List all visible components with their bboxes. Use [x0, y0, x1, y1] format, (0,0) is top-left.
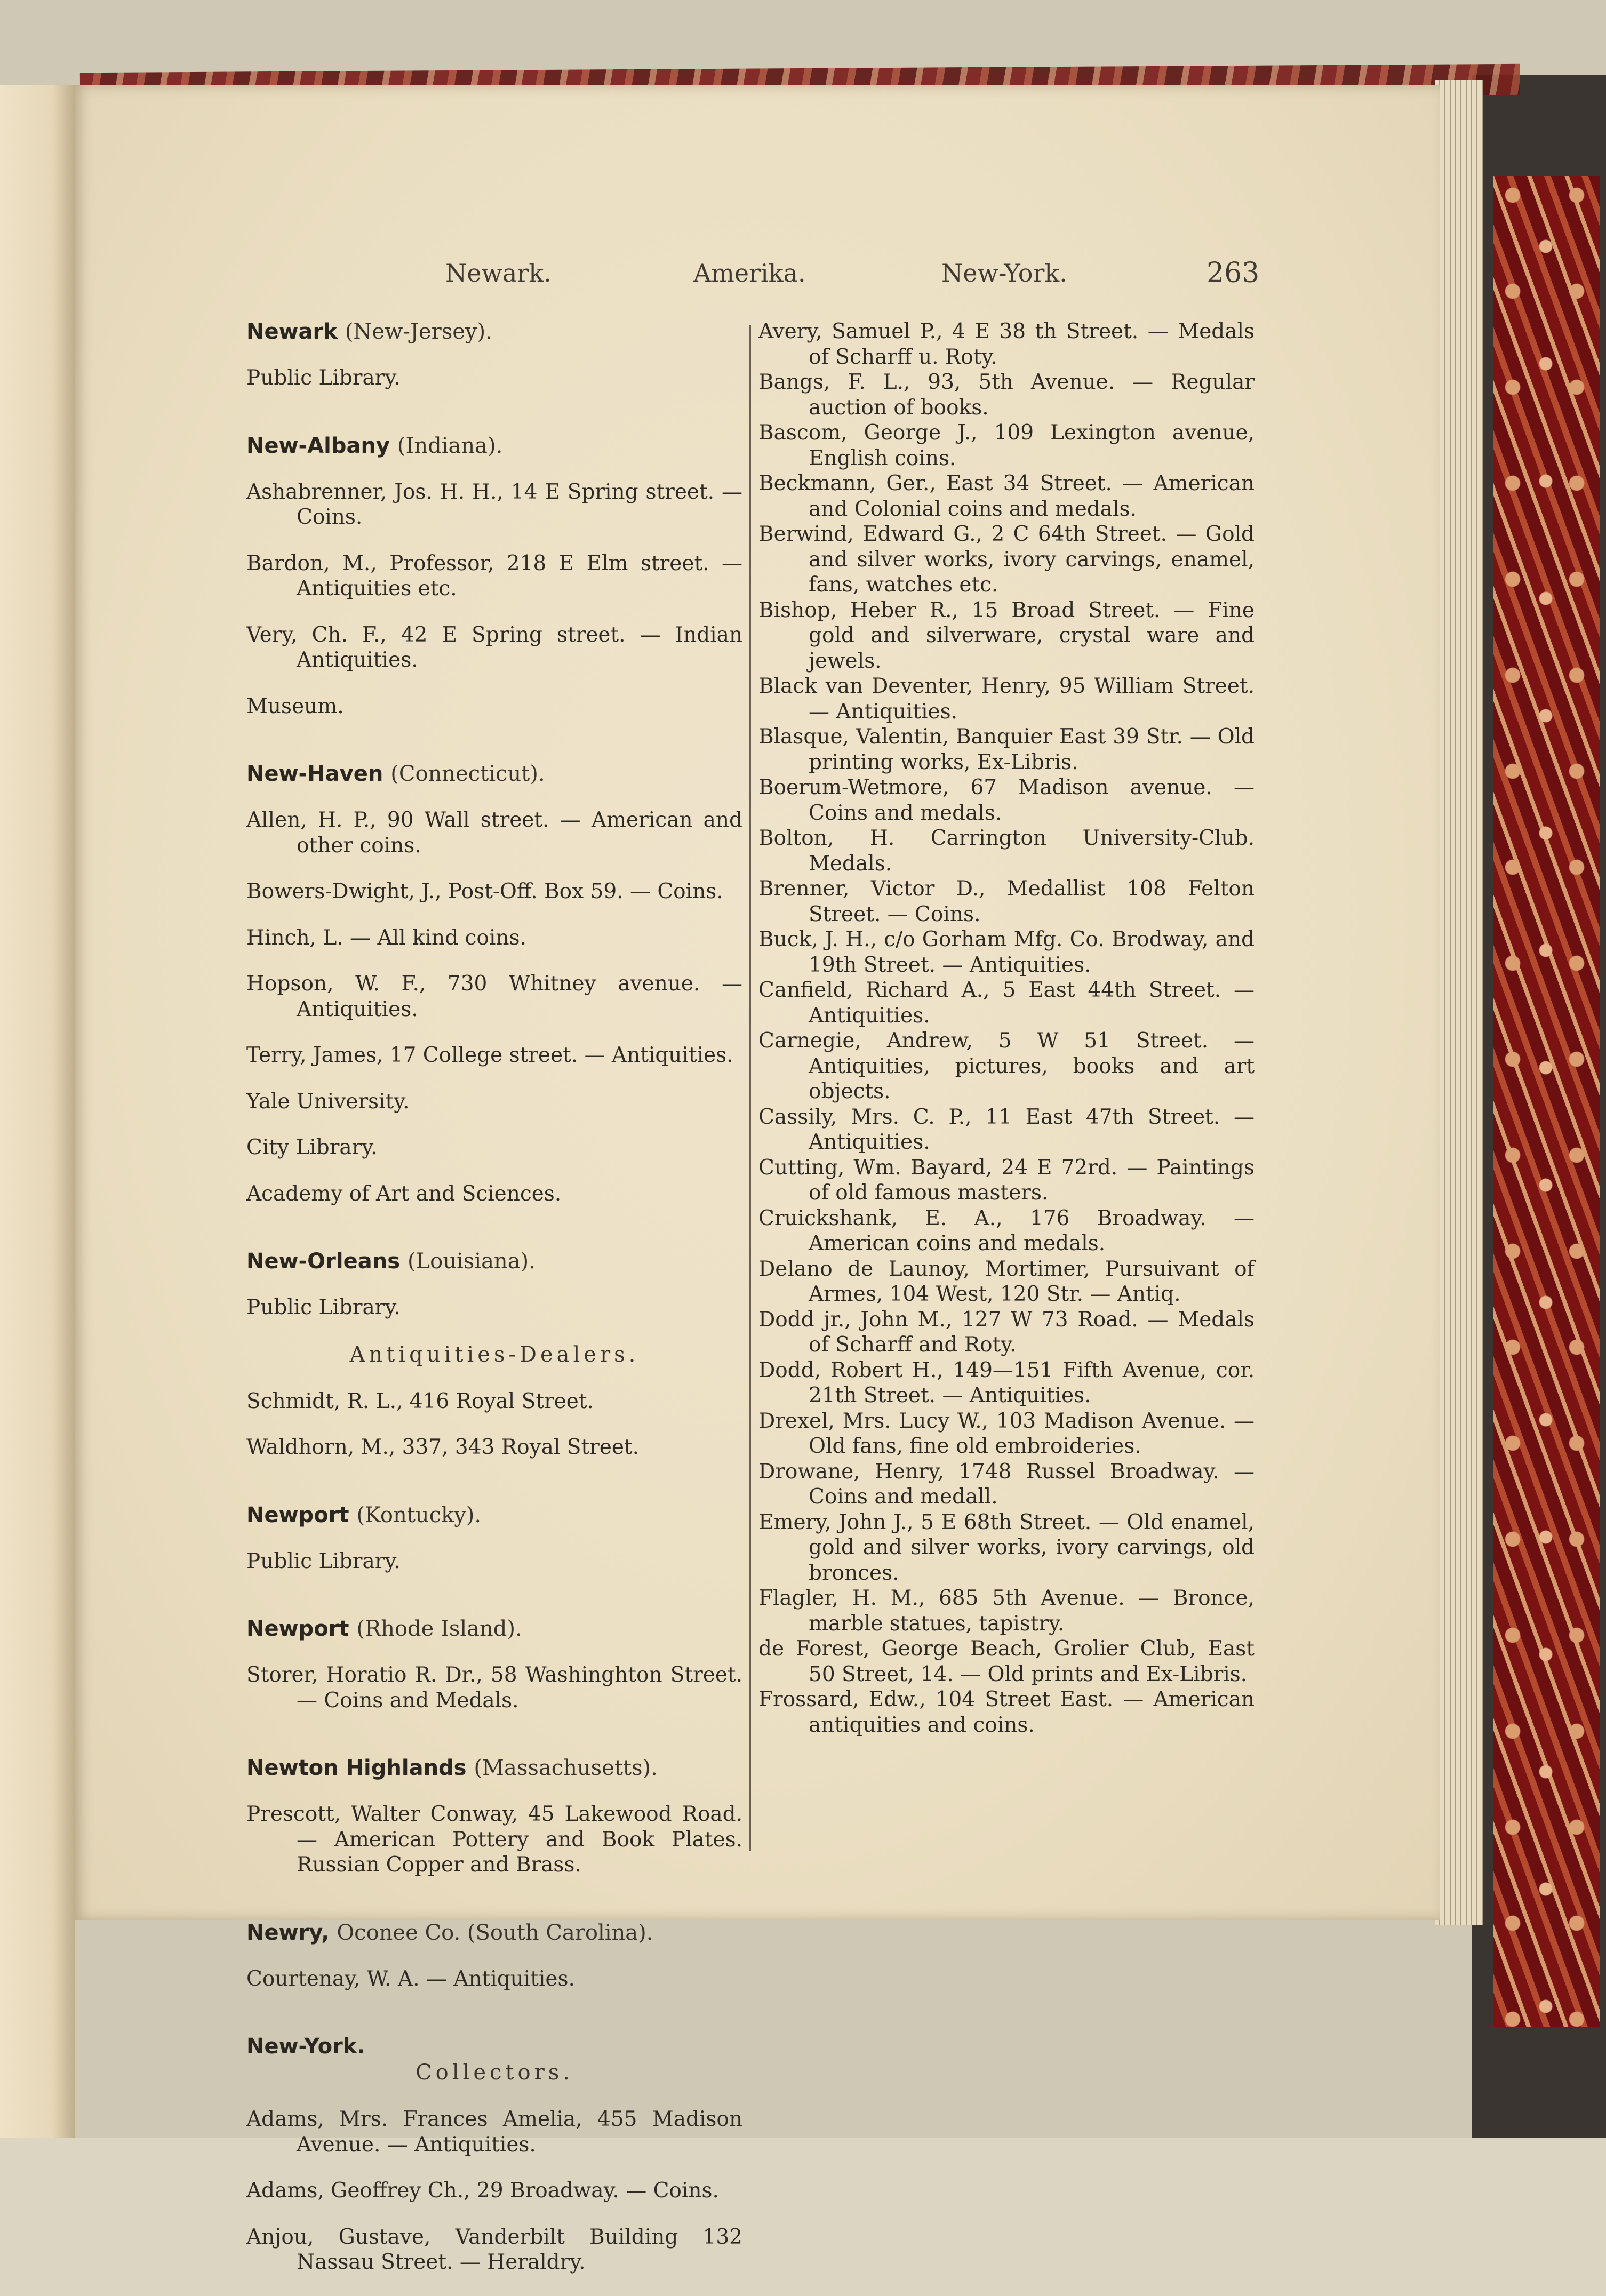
- entry: Cruickshank, E. A., 176 Broadway. — American coins and medals.: [758, 1206, 1255, 1255]
- entry: Anjou, Gustave, Vanderbilt Building 132 Nassau Street. — Heraldry.: [246, 2225, 742, 2274]
- section-new-orleans: [246, 1249, 742, 1460]
- entry: Bishop, Heber R., 15 Broad Street. — Fine gold and silverware, crystal ware and jewels.: [758, 598, 1255, 673]
- entry: Very, Ch. F., 42 E Spring street. — Indian Antiquities.: [246, 622, 742, 672]
- entry: Bascom, George J., 109 Lexington avenue, English coins.: [758, 421, 1255, 470]
- entry: Dodd jr., John M., 127 W 73 Road. — Medals of Scharff and Roty.: [758, 1307, 1255, 1357]
- page-number: 263: [1207, 257, 1260, 289]
- place-name: Newark: [246, 319, 338, 344]
- place-name: Newport: [246, 1617, 349, 1641]
- section-new-albany: [246, 433, 742, 719]
- entry: Museum.: [246, 694, 344, 718]
- place-region: (Massachusetts).: [474, 1756, 658, 1780]
- entry: Storer, Horatio R. Dr., 58 Washinghton Street. — Coins and Medals.: [246, 1663, 742, 1713]
- header-right: New-York.: [941, 259, 1067, 287]
- entry: Bowers-Dwight, J., Post-Off. Box 59. — Coins.: [246, 879, 723, 903]
- entry: de Forest, George Beach, Grolier Club, East 50 Street, 14. — Old prints and Ex-Libris.: [758, 1637, 1255, 1686]
- place-name: New-Albany: [246, 433, 390, 458]
- running-header: [0, 259, 1606, 296]
- place-region: (Rhode Island).: [356, 1617, 522, 1641]
- section-newport-ky: [246, 1502, 742, 1574]
- entry: Yale University.: [246, 1089, 410, 1114]
- section-newry: [246, 1920, 742, 1992]
- entry: Blasque, Valentin, Banquier East 39 Str. — Old printing works, Ex-Libris.: [758, 725, 1255, 774]
- place-region: (Louisiana).: [407, 1249, 536, 1274]
- entry: Drexel, Mrs. Lucy W., 103 Madison Avenue. — Old fans, fine old embroideries.: [758, 1409, 1255, 1458]
- place-region: (Connecticut).: [390, 762, 545, 786]
- entry: Emery, John J., 5 E 68th Street. — Old enamel, gold and silver works, ivory carvings, old bronces.: [758, 1510, 1255, 1585]
- entry: Adams, Geoffrey Ch., 29 Broadway. — Coins.: [246, 2179, 719, 2203]
- entry: Dodd, Robert H., 149—151 Fifth Avenue, cor. 21th Street. — Antiquities.: [758, 1358, 1255, 1407]
- place-region: (New-Jersey).: [345, 319, 492, 344]
- entry: Cassily, Mrs. C. P., 11 East 47th Street. — Antiquities.: [758, 1105, 1255, 1154]
- entry: Bardon, M., Professor, 218 E Elm street. — Antiquities etc.: [246, 551, 742, 601]
- place-region: (Kontucky).: [356, 1502, 482, 1527]
- section-newark: [246, 319, 742, 391]
- entry: Ashabrenner, Jos. H. H., 14 E Spring street. — Coins.: [246, 479, 742, 529]
- entry: Academy of Art and Sciences.: [246, 1181, 562, 1206]
- entry: Cutting, Wm. Bayard, 24 E 72rd. — Paintings of old famous masters.: [758, 1155, 1255, 1205]
- entry: Prescott, Walter Conway, 45 Lakewood Road. — American Pottery and Book Plates. Russian Copper and Brass.: [246, 1802, 742, 1877]
- right-column: [758, 319, 1255, 1738]
- entry: Frossard, Edw., 104 Street East. — American antiquities and coins.: [758, 1687, 1255, 1737]
- subheading: Collectors.: [416, 2060, 573, 2085]
- entry: Hopson, W. F., 730 Whitney avenue. — Antiquities.: [246, 972, 742, 1021]
- place-region: Oconee Co. (South Carolina).: [337, 1920, 653, 1945]
- entry: Brenner, Victor D., Medallist 108 Felton Street. — Coins.: [758, 877, 1255, 926]
- entry: Black van Deventer, Henry, 95 William Street. — Antiquities.: [758, 674, 1255, 724]
- place-name: Newry,: [246, 1920, 330, 1945]
- entry: Adams, Mrs. Frances Amelia, 455 Madison Avenue. — Antiquities.: [246, 2107, 742, 2157]
- entry: Allen, H. P., 90 Wall street. — American and other coins.: [246, 808, 742, 858]
- entry: Carnegie, Andrew, 5 W 51 Street. — Antiquities, pictures, books and art objects.: [758, 1029, 1255, 1103]
- place-name: Newport: [246, 1502, 349, 1527]
- section-newton-highlands: [246, 1755, 742, 1878]
- entry: Public Library.: [246, 1549, 401, 1573]
- entry: Bangs, F. L., 93, 5th Avenue. — Regular auction of books.: [758, 370, 1255, 420]
- column-divider: [749, 325, 751, 1851]
- entry: Beckmann, Ger., East 34 Street. — American and Colonial coins and medals.: [758, 471, 1255, 521]
- entry: Bolton, H. Carrington University-Club. Medals.: [758, 826, 1255, 876]
- entry: Flagler, H. M., 685 5th Avenue. — Bronce, marble statues, tapistry.: [758, 1586, 1255, 1636]
- entry: Avery, Samuel P., 4 E 38 th Street. — Medals of Scharff u. Roty.: [758, 319, 1255, 369]
- place-name: New-Haven: [246, 762, 383, 786]
- subheading: Antiquities-Dealers.: [349, 1342, 640, 1367]
- entry: Public Library.: [246, 366, 401, 390]
- header-left: Newark.: [445, 259, 552, 287]
- section-newport-ri: [246, 1616, 742, 1713]
- entry: Schmidt, R. L., 416 Royal Street.: [246, 1389, 594, 1413]
- entry: Drowane, Henry, 1748 Russel Broadway. — Coins and medall.: [758, 1459, 1255, 1509]
- place-name: New-York.: [246, 2034, 365, 2059]
- entry: Hinch, L. — All kind coins.: [246, 925, 526, 950]
- entry: Waldhorn, M., 337, 343 Royal Street.: [246, 1435, 639, 1459]
- entry: Boerum-Wetmore, 67 Madison avenue. — Coins and medals.: [758, 775, 1255, 825]
- entry: City Library.: [246, 1135, 378, 1159]
- entry: Canfield, Richard A., 5 East 44th Street. — Antiquities.: [758, 978, 1255, 1028]
- entry: Berwind, Edward G., 2 C 64th Street. — Gold and silver works, ivory carvings, enamel, fans, watches etc.: [758, 522, 1255, 597]
- section-new-york: [246, 2034, 742, 2275]
- entry: Public Library.: [246, 1295, 401, 1319]
- place-name: New-Orleans: [246, 1249, 401, 1274]
- entry: Courtenay, W. A. — Antiquities.: [246, 1966, 575, 1991]
- entry: Terry, James, 17 College street. — Antiquities.: [246, 1043, 733, 1067]
- entry: Buck, J. H., c/o Gorham Mfg. Co. Brodway, and 19th Street. — Antiquities.: [758, 927, 1255, 977]
- place-region: (Indiana).: [397, 433, 503, 458]
- section-new-haven: [246, 761, 742, 1206]
- place-name: Newton Highlands: [246, 1756, 467, 1780]
- left-column: [246, 319, 742, 2296]
- entry: Delano de Launoy, Mortimer, Pursuivant of Armes, 104 West, 120 Str. — Antiq.: [758, 1257, 1255, 1306]
- header-center: Amerika.: [693, 259, 806, 287]
